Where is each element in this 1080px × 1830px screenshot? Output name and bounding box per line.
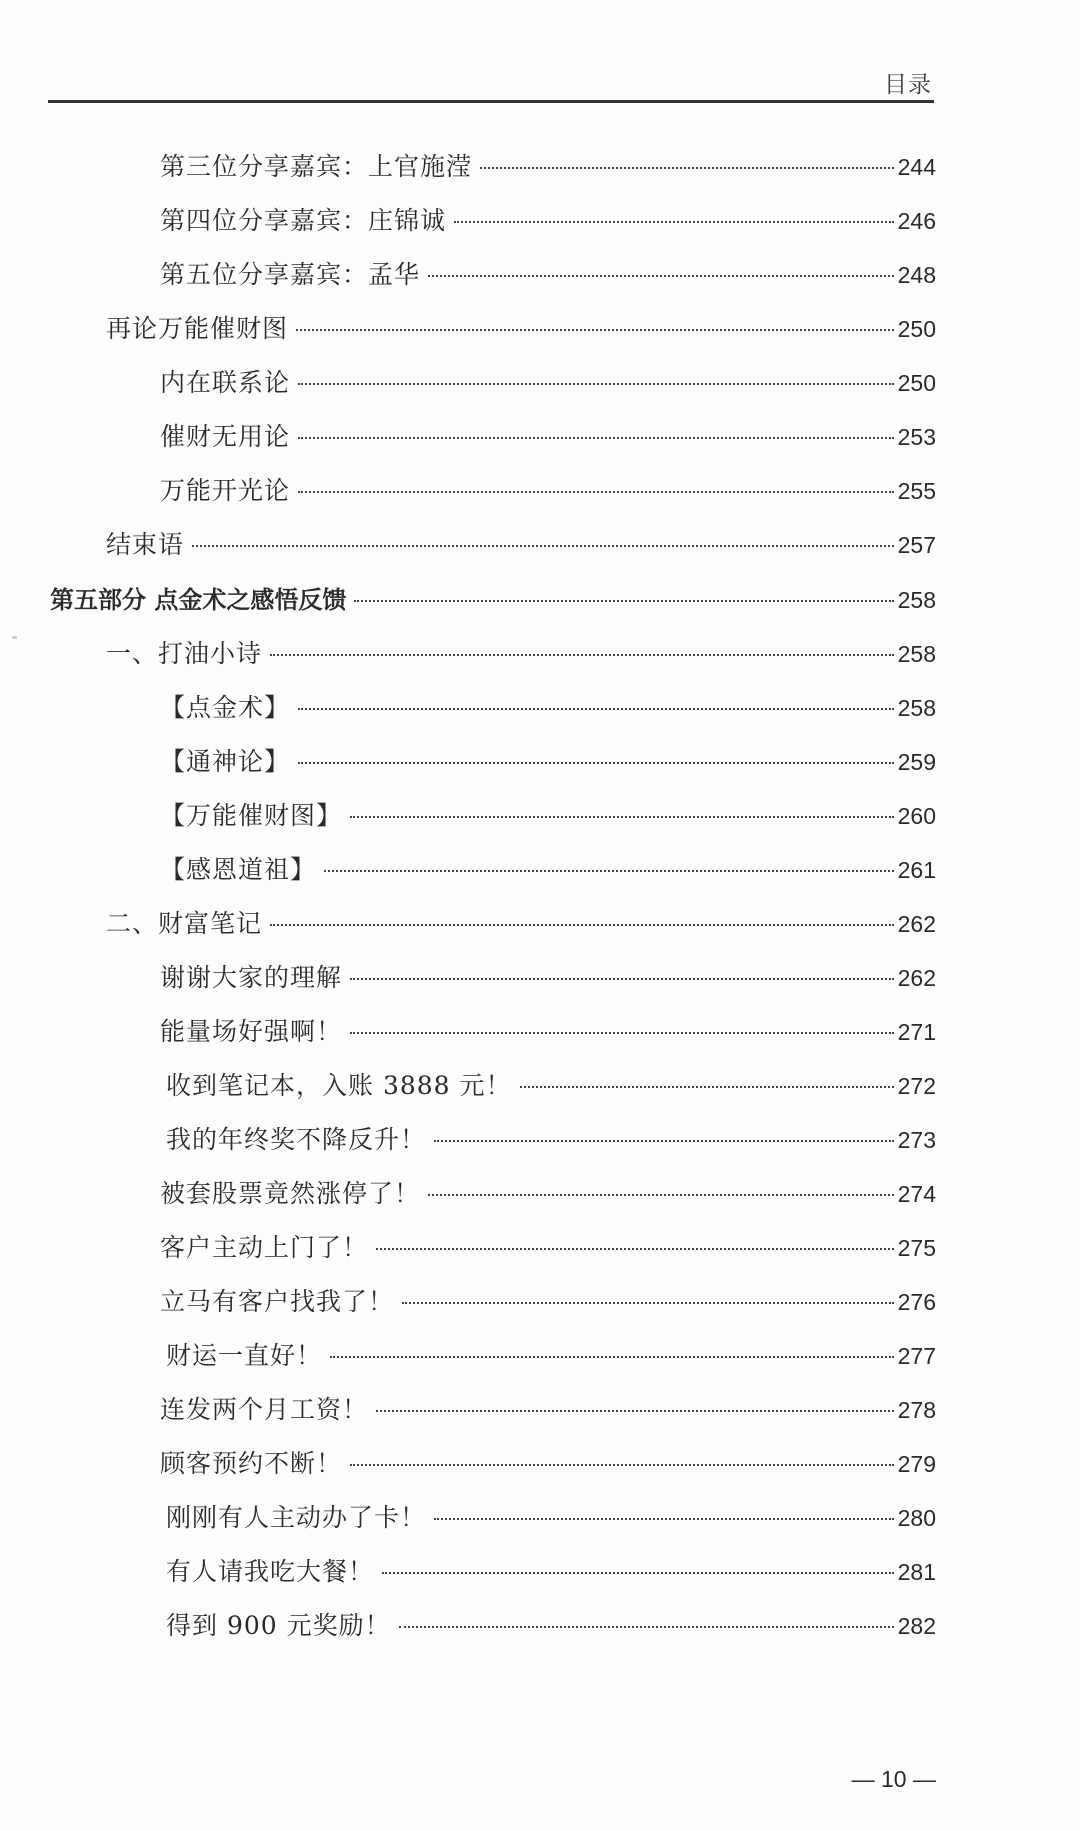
toc-entry-page: 244: [897, 154, 936, 180]
toc-entry-title: 万能开光论: [160, 476, 291, 505]
toc-entry-page: 276: [897, 1289, 936, 1315]
toc-entry-page: 274: [897, 1181, 936, 1207]
toc-entry: [166, 1555, 936, 1589]
toc-entry-title: 一、打油小诗: [106, 639, 263, 668]
toc-entry-title: 第五位分享嘉宾：孟华: [160, 260, 421, 289]
toc-entry-title: 内在联系论: [160, 368, 291, 397]
toc-entry-page: 275: [897, 1235, 936, 1261]
dot-leader: [402, 1302, 894, 1304]
dot-leader: [520, 1086, 894, 1088]
toc-entry-title: 能量场好强啊！: [160, 1017, 343, 1046]
toc-entry-page: 272: [897, 1073, 936, 1099]
dot-leader: [350, 1464, 894, 1466]
toc-entry-page: 250: [897, 370, 936, 396]
toc-entry-title: 【通神论】: [160, 747, 291, 776]
toc-entry-title: 再论万能催财图: [106, 314, 289, 343]
toc-entry-page: 255: [897, 478, 936, 504]
page-number: — 10 —: [851, 1766, 936, 1792]
toc-entry: [160, 745, 936, 779]
toc-entry-page: 260: [897, 803, 936, 829]
toc-entry: [160, 853, 936, 887]
toc-entry-title: 催财无用论: [160, 422, 291, 451]
toc-entry-title: 谢谢大家的理解: [160, 963, 343, 992]
toc-entry-title: 财运一直好！: [166, 1341, 323, 1370]
toc-entry: [160, 1177, 936, 1211]
toc-entry: [160, 204, 936, 238]
toc-entry-page: 279: [897, 1451, 936, 1477]
toc-entry-page: 258: [897, 587, 936, 613]
toc-entry-title: 立马有客户找我了！: [160, 1287, 395, 1316]
toc-entry-page: 246: [897, 208, 936, 234]
toc-entry-title: 第五部分 点金术之感悟反馈: [50, 586, 347, 614]
dot-leader: [428, 1194, 894, 1196]
dot-leader: [350, 816, 894, 818]
toc-entry: [160, 150, 936, 184]
toc-entry-page: 262: [897, 911, 936, 937]
dot-leader: [298, 383, 894, 385]
toc-entry: [166, 1501, 936, 1535]
dot-leader: [298, 762, 894, 764]
toc-entry-title: 刚刚有人主动办了卡！: [166, 1503, 427, 1532]
toc-entry-page: 281: [897, 1559, 936, 1585]
toc-entry-title: 收到笔记本，入账 3888 元！: [166, 1071, 512, 1100]
toc-entry-title: 我的年终奖不降反升！: [166, 1125, 427, 1154]
dot-leader: [382, 1572, 894, 1574]
toc-entry-page: 262: [897, 965, 936, 991]
dot-leader: [350, 978, 894, 980]
toc-entry-page: 261: [897, 857, 936, 883]
toc-entry-page: 282: [897, 1613, 936, 1639]
dot-leader: [480, 167, 894, 169]
toc-entry-page: 248: [897, 262, 936, 288]
toc-entry-title: 二、财富笔记: [106, 909, 263, 938]
dot-leader: [428, 275, 894, 277]
toc-entry: [160, 258, 936, 292]
toc-entry: [106, 312, 936, 346]
toc-entry: [106, 907, 936, 941]
dot-leader: [399, 1626, 894, 1628]
toc-entry: [166, 1123, 936, 1157]
header-rule: [48, 100, 934, 103]
toc-entry: [160, 366, 936, 400]
dot-leader: [354, 600, 893, 602]
toc-entry: [160, 1231, 936, 1265]
toc-entry-title: 第三位分享嘉宾：上官施滢: [160, 152, 473, 181]
toc-entry-title: 第四位分享嘉宾：庄锦诚: [160, 206, 447, 235]
toc-entry-page: 258: [897, 695, 936, 721]
toc-entry-title: 连发两个月工资！: [160, 1395, 369, 1424]
toc-entry-title: 结束语: [106, 530, 185, 559]
toc-entry-title: 客户主动上门了！: [160, 1233, 369, 1262]
toc-entry-page: 253: [897, 424, 936, 450]
toc-entry-page: 250: [897, 316, 936, 342]
toc-entry-title: 【点金术】: [160, 693, 291, 722]
toc-entry: [160, 1015, 936, 1049]
dot-leader: [434, 1518, 894, 1520]
dot-leader: [270, 654, 894, 656]
dot-leader: [298, 437, 894, 439]
toc-entry-title: 得到 900 元奖励！: [166, 1611, 391, 1640]
toc-entry-page: 278: [897, 1397, 936, 1423]
toc-entry: [160, 1285, 936, 1319]
dot-leader: [298, 491, 894, 493]
header-title: 目录: [884, 72, 932, 98]
toc-entry-title: 有人请我吃大餐！: [166, 1557, 375, 1586]
toc-entry-page: 257: [897, 532, 936, 558]
toc-entry: [160, 474, 936, 508]
toc-entry-page: 259: [897, 749, 936, 775]
toc-entry: [166, 1069, 936, 1103]
toc-entry: [160, 420, 936, 454]
dot-leader: [376, 1410, 894, 1412]
toc-entry-page: 273: [897, 1127, 936, 1153]
toc-entry: [160, 799, 936, 833]
dot-leader: [330, 1356, 894, 1358]
dot-leader: [324, 870, 894, 872]
scan-speck: [12, 636, 17, 639]
toc-entry-title: 【感恩道祖】: [160, 855, 317, 884]
dot-leader: [434, 1140, 894, 1142]
toc-entry: [166, 1339, 936, 1373]
toc-entry-page: 277: [897, 1343, 936, 1369]
dot-leader: [192, 545, 894, 547]
toc-entry: [160, 691, 936, 725]
toc-entry-title: 【万能催财图】: [160, 801, 343, 830]
dot-leader: [296, 329, 894, 331]
dot-leader: [454, 221, 894, 223]
toc-entry-title: 被套股票竟然涨停了！: [160, 1179, 421, 1208]
toc-entry-part-heading: [50, 583, 936, 617]
toc-entry-page: 258: [897, 641, 936, 667]
toc-entry: [160, 1447, 936, 1481]
toc-entry-page: 271: [897, 1019, 936, 1045]
toc-entry: [166, 1609, 936, 1643]
dot-leader: [350, 1032, 894, 1034]
dot-leader: [270, 924, 894, 926]
toc-entry: [160, 1393, 936, 1427]
dot-leader: [298, 708, 894, 710]
toc-entry: [106, 528, 936, 562]
toc-entry-page: 280: [897, 1505, 936, 1531]
toc-entry: [160, 961, 936, 995]
dot-leader: [376, 1248, 894, 1250]
toc-entry: [106, 637, 936, 671]
toc-entry-title: 顾客预约不断！: [160, 1449, 343, 1478]
